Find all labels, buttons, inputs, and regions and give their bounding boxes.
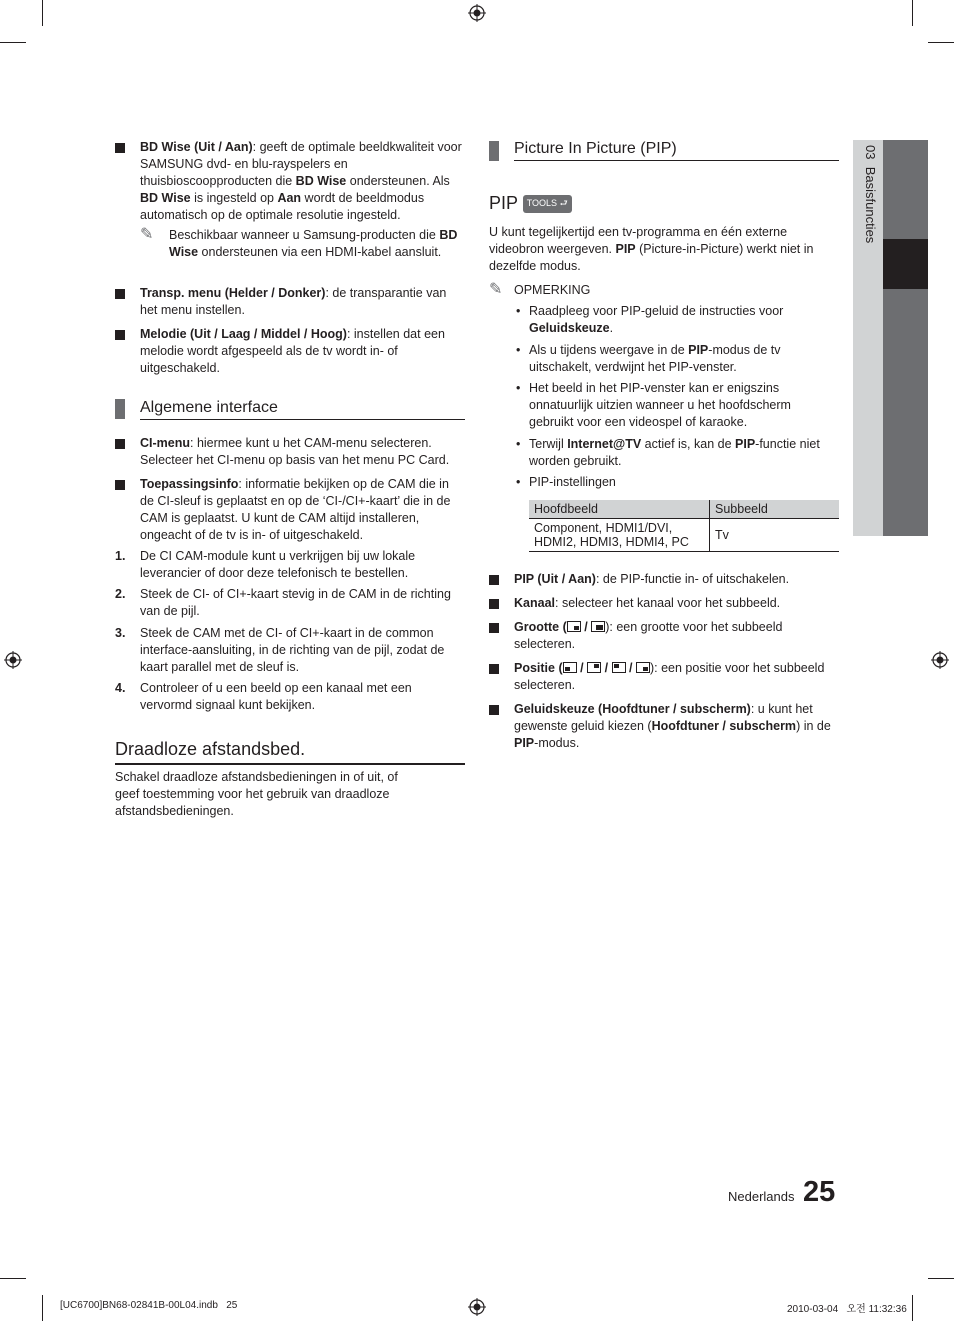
step-number: 2. <box>115 587 126 601</box>
crop-mark <box>42 0 43 26</box>
note-item: PIP-instellingen <box>529 475 616 489</box>
chapter-number: 03 <box>863 145 878 160</box>
note-pencil-icon: ✎ <box>489 281 503 298</box>
print-date-info: 2010-03-04 오전 11:32:36 <box>787 1304 907 1315</box>
list-item: Grootte ( / ): een grootte voor het subbeeld selecteren. <box>514 620 783 651</box>
table-header-row <box>529 500 839 519</box>
table-cell: Component, HDMI1/DVI, HDMI2, HDMI3, HDMI4, PC <box>529 519 710 552</box>
bullet-square <box>489 597 499 614</box>
list-item: BD Wise (Uit / Aan): geeft de optimale beeldkwaliteit voor SAMSUNG dvd- en blu-rayspelers en thuisbioscoopproducten die BD Wise ondersteunen. Als BD Wise is ingesteld op Aan wordt de beeldmodus automatisch op de optimale resolutie ingesteld. <box>140 140 462 222</box>
step-text: Controleer of u een beeld op een kanaal met een vervormd signaal kunt bekijken. <box>140 681 412 712</box>
table-header: Subbeeld <box>710 500 840 519</box>
list-item: Geluidskeuze (Hoofdtuner / subscherm): u kunt het gewenste geluid kiezen (Hoofdtuner / subscherm) in de PIP-modus. <box>514 702 831 750</box>
note-label: OPMERKING <box>514 283 591 297</box>
crop-mark <box>42 1295 43 1321</box>
step-number: 4. <box>115 681 126 695</box>
step-text: Steek de CI- of CI+-kaart stevig in de CAM in de richting van de pijl. <box>140 587 451 618</box>
tools-icon: TOOLS ⮐ <box>523 195 572 213</box>
step-text: De CI CAM-module kunt u verkrijgen bij uw lokale leverancier of door deze telefonisch te bestellen. <box>140 549 416 580</box>
bullet-square <box>489 662 499 679</box>
chapter-title: Basisfuncties <box>863 166 878 244</box>
section-heading: Picture In Picture (PIP) <box>514 140 839 161</box>
bullet-square <box>115 287 125 304</box>
position-top-right-icon <box>587 662 601 673</box>
bullet-square <box>489 703 499 720</box>
step-number: 1. <box>115 549 126 563</box>
pip-title: PIP TOOLS ⮐ <box>489 193 572 214</box>
dot-bullet: • <box>516 437 521 451</box>
crop-mark <box>0 42 26 43</box>
crop-mark <box>912 0 913 26</box>
table-header: Hoofdbeeld <box>529 500 710 519</box>
crop-mark <box>0 1278 26 1279</box>
registration-mark-icon <box>931 651 949 669</box>
position-top-left-icon <box>612 662 626 673</box>
note-text: Beschikbaar wanneer u Samsung-producten die BD Wise ondersteunen via een HDMI-kabel aansluit. <box>169 228 458 259</box>
note-item: Als u tijdens weergave in de PIP-modus de tv uitschakelt, verdwijnt het PIP-venster. <box>529 343 781 374</box>
list-item: Toepassingsinfo: informatie bekijken op de CAM die in de CI-sleuf is geplaatst en op de ‘CI-/CI+-kaart’ die in de CAM is geplaatst. U kunt de CAM altijd installeren, ongeacht of de tv is in- of uitgeschakeld. <box>140 477 451 542</box>
pip-settings-table <box>529 500 839 552</box>
heading-bar <box>489 141 499 161</box>
side-tab-label <box>858 145 878 285</box>
list-item: Melodie (Uit / Laag / Middel / Hoog): instellen dat een melodie wordt afgespeeld als de tv wordt in- of uitgeschakeld. <box>140 327 445 375</box>
note-pencil-icon: ✎ <box>140 226 154 243</box>
position-bottom-right-icon <box>636 662 650 673</box>
dot-bullet: • <box>516 304 521 318</box>
list-item: Positie ( / / / ): een positie voor het subbeeld selecteren. <box>514 661 825 692</box>
side-tab-active <box>883 239 928 289</box>
dot-bullet: • <box>516 381 521 395</box>
bullet-square <box>489 621 499 638</box>
crop-mark <box>912 1295 913 1321</box>
table-cell: Tv <box>710 519 840 552</box>
crop-mark <box>928 42 954 43</box>
section-heading: Algemene interface <box>140 399 465 420</box>
print-file-info: [UC6700]BN68-02841B-00L04.indb 25 <box>60 1300 238 1311</box>
registration-mark-icon <box>468 4 486 22</box>
dot-bullet: • <box>516 343 521 357</box>
bullet-square <box>115 437 125 454</box>
size-large-icon <box>591 621 605 632</box>
section-title: Draadloze afstandsbed. <box>115 739 465 765</box>
note-item: Raadpleeg voor PIP-geluid de instructies voor Geluidskeuze. <box>529 304 784 335</box>
footer-language: Nederlands <box>728 1189 795 1204</box>
heading-bar <box>115 399 125 419</box>
registration-mark-icon <box>468 1298 486 1316</box>
table-row <box>529 519 839 552</box>
paragraph: Schakel draadloze afstandsbedieningen in of uit, of geef toestemming voor het gebruik van draadloze afstandsbedieningen. <box>115 770 398 818</box>
position-bottom-left-icon <box>563 662 577 673</box>
side-tab-dark <box>883 140 928 536</box>
bullet-square <box>489 573 499 590</box>
note-item: Het beeld in het PIP-venster kan er enigszins onnatuurlijk uitzien wanneer u het hoofdscherm gebruikt voor een videospel of karaoke. <box>529 381 791 429</box>
crop-mark <box>928 1278 954 1279</box>
step-text: Steek de CAM met de CI- of CI+-kaart in de common interface-aansluiting, in de richting van de pijl, zodat de kaart parallel met de sleuf is. <box>140 626 445 674</box>
note-item: Terwijl Internet@TV actief is, kan de PIP-functie niet worden gebruikt. <box>529 437 820 468</box>
registration-mark-icon <box>4 651 22 669</box>
list-item: Kanaal: selecteer het kanaal voor het subbeeld. <box>514 596 781 610</box>
paragraph: U kunt tegelijkertijd een tv-programma en één externe videobron weergeven. PIP (Picture-in-Picture) werkt niet in dezelfde modus. <box>489 225 814 273</box>
list-item: CI-menu: hiermee kunt u het CAM-menu selecteren. Selecteer het CI-menu op basis van het menu PC Card. <box>140 436 450 467</box>
bullet-square <box>115 328 125 345</box>
bullet-square <box>115 141 125 158</box>
dot-bullet: • <box>516 475 521 489</box>
list-item: Transp. menu (Helder / Donker): de transparantie van het menu instellen. <box>140 286 447 317</box>
step-number: 3. <box>115 626 126 640</box>
list-item: PIP (Uit / Aan): de PIP-functie in- of uitschakelen. <box>514 572 790 586</box>
size-small-icon <box>567 621 581 632</box>
page-number: 25 <box>803 1176 836 1208</box>
bullet-square <box>115 478 125 495</box>
